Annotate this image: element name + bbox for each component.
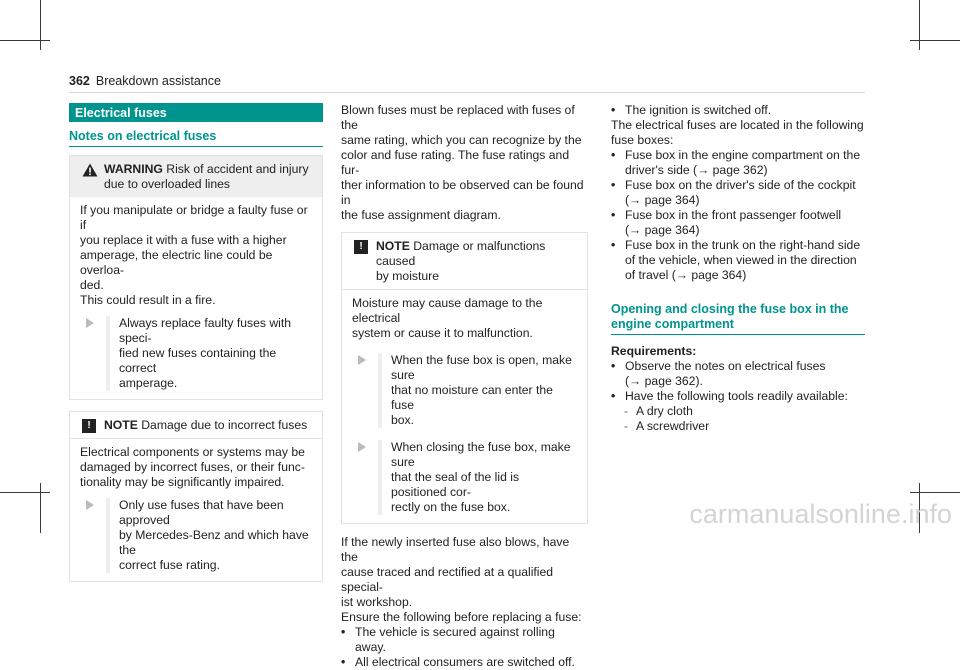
note-head-text: by moisture	[376, 269, 439, 283]
crop-mark	[40, 483, 41, 533]
crop-mark	[0, 492, 50, 493]
text-line: that no moisture can enter the fuse	[391, 383, 553, 412]
text-line: Always replace faulty fuses with speci-	[119, 316, 292, 345]
text-line: correct fuse rating.	[119, 558, 220, 572]
text-line: system or cause it to malfunction.	[352, 326, 533, 340]
text-line: fied new fuses containing the correct	[119, 346, 277, 375]
crop-mark	[910, 40, 960, 41]
list-item: - A screwdriver	[624, 419, 710, 433]
page-title: Breakdown assistance	[95, 74, 221, 88]
note-head-text: Damage due to incorrect fuses	[141, 418, 308, 432]
crop-mark	[40, 0, 41, 50]
text-line: When closing the fuse box, make sure	[391, 440, 571, 469]
bullet-icon: •	[611, 359, 616, 373]
text-line: ist workshop.	[341, 595, 413, 609]
text-line: same rating, which you can recognize by the	[341, 133, 582, 147]
warning-head-text: due to overloaded lines	[104, 177, 231, 191]
bullet-icon: •	[611, 148, 616, 162]
list-item: • Observe the notes on electrical fuses (→ page 362).	[611, 359, 826, 388]
note-head-text: Damage or malfunctions caused	[376, 239, 546, 268]
note-label: NOTE	[104, 418, 138, 432]
section-title: Electrical fuses	[69, 103, 323, 122]
text-line: ther information to be observed can be found in	[341, 178, 584, 207]
list-item: • Fuse box in the trunk on the right-hand side of the vehicle, when viewed in the direction of travel (→ page 364)	[611, 238, 861, 282]
text-line: you replace it with a fuse with a higher	[80, 233, 287, 247]
text-line: rectly on the fuse box.	[391, 500, 511, 514]
text-line: box.	[391, 413, 415, 427]
section-heading: Opening and closing the fuse box in the engine compartment	[611, 302, 865, 335]
text-line: amperage.	[119, 376, 178, 390]
subheading: Notes on electrical fuses	[69, 129, 323, 147]
text-line: that the seal of the lid is positioned cor-	[391, 470, 520, 499]
warning-body	[70, 197, 322, 399]
exclamation-square-icon: !	[354, 240, 368, 254]
warning-triangle-icon	[82, 163, 98, 177]
text-line: This could result in a fire.	[80, 293, 216, 307]
text-line: If the newly inserted fuse also blows, have the	[341, 535, 570, 564]
list-item: • Fuse box in the engine compartment on the driver's side (→ page 362)	[611, 148, 861, 177]
note-head	[70, 412, 322, 438]
text-line: color and fuse rating. The fuse ratings and fur-	[341, 148, 570, 177]
step-arrow-icon	[358, 442, 366, 515]
text-line: Ensure the following before replacing a fuse:	[341, 610, 582, 624]
bullet-icon: •	[341, 625, 346, 639]
bullet-icon: •	[611, 389, 616, 403]
column-1	[69, 103, 323, 582]
bullet-icon: •	[341, 655, 346, 669]
text-line: Electrical components or systems may be	[80, 445, 305, 459]
crop-mark	[910, 492, 960, 493]
text-line: ded.	[80, 278, 104, 292]
exclamation-square-icon: !	[82, 419, 96, 433]
text-line: by Mercedes-Benz and which have the	[119, 528, 309, 557]
bullet-icon: •	[611, 178, 616, 192]
step-item	[80, 498, 312, 573]
watermark: carmanualsonline.info	[689, 499, 952, 529]
list-item: • All electrical consumers are switched off.	[341, 655, 575, 669]
text-line: The electrical fuses are located in the following	[611, 118, 864, 132]
text-line: If you manipulate or bridge a faulty fuse or if	[80, 203, 308, 232]
bullet-icon: •	[611, 208, 616, 222]
step-item	[80, 316, 312, 391]
column-2	[341, 103, 588, 670]
list-item: • The ignition is switched off.	[611, 103, 772, 117]
crop-mark	[919, 0, 920, 50]
note-body	[342, 289, 587, 523]
page-header	[69, 74, 865, 90]
warning-head	[70, 156, 322, 197]
bullet-icon: •	[611, 238, 616, 252]
text-line: damaged by incorrect fuses, or their func-	[80, 460, 305, 474]
text-line: amperage, the electric line could be overloa-	[80, 248, 273, 277]
step-arrow-icon	[86, 318, 94, 391]
step-item	[352, 353, 577, 428]
text-line: Only use fuses that have been approved	[119, 498, 284, 527]
text-line: When the fuse box is open, make sure	[391, 353, 572, 382]
text-line: Blown fuses must be replaced with fuses of the	[341, 103, 575, 132]
text-line: tionality may be significantly impaired.	[80, 475, 285, 489]
note-box	[341, 232, 588, 524]
warning-label: WARNING	[104, 162, 163, 176]
list-item: • Fuse box on the driver's side of the cockpit (→ page 364)	[611, 178, 856, 207]
text-line: Moisture may cause damage to the electrical	[352, 296, 543, 325]
list-item: - A dry cloth	[624, 404, 693, 418]
warning-head-text: Risk of accident and injury	[166, 162, 309, 176]
crop-mark	[0, 40, 50, 41]
warning-box	[69, 155, 323, 400]
text-line: cause traced and rectified at a qualified special-	[341, 565, 554, 594]
column-3	[611, 103, 865, 434]
note-body	[70, 438, 322, 581]
note-head	[342, 233, 587, 289]
list-item: • Fuse box in the front passenger footwell (→ page 364)	[611, 208, 842, 237]
bullet-icon: •	[611, 103, 616, 117]
step-item	[352, 440, 577, 515]
list-item: • The vehicle is secured against rolling away.	[341, 625, 555, 654]
requirements-label: Requirements:	[611, 344, 697, 358]
note-box	[69, 411, 323, 582]
text-line: the fuse assignment diagram.	[341, 208, 501, 222]
step-arrow-icon	[86, 500, 94, 573]
page-number: 362	[69, 74, 90, 88]
note-label: NOTE	[376, 239, 410, 253]
step-arrow-icon	[358, 355, 366, 428]
header-rule	[69, 92, 865, 93]
list-item: • Have the following tools readily available:	[611, 389, 848, 403]
text-line: fuse boxes:	[611, 133, 674, 147]
